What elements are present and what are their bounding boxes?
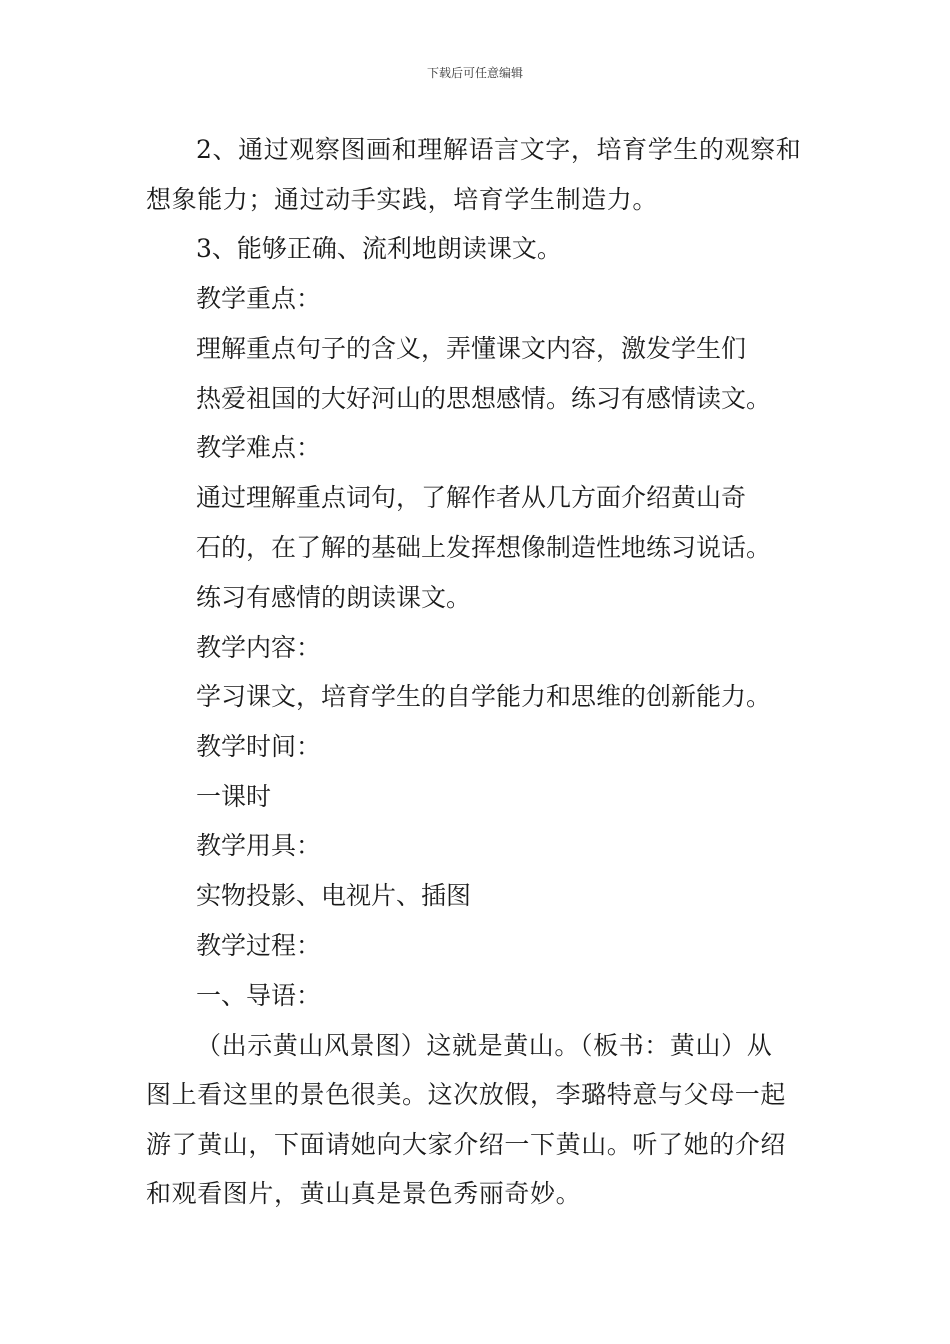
intro-paragraph-line-4: 和观看图片，黄山真是景色秀丽奇妙。 xyxy=(146,1179,582,1208)
page-header-note: 下载后可任意编辑 xyxy=(426,66,523,80)
key-points-line-2: 热爱祖国的大好河山的思想感情。练习有感情读文。 xyxy=(196,384,772,413)
section-heading-key-points: 教学重点： xyxy=(196,284,322,313)
tools-value: 实物投影、电视片、插图 xyxy=(196,881,472,910)
section-heading-tools: 教学用具： xyxy=(196,831,322,860)
section-heading-process: 教学过程： xyxy=(196,931,322,960)
key-points-line-1: 理解重点句子的含义，弄懂课文内容，激发学生们 xyxy=(196,334,747,363)
objective-2-line-1: 2、通过观察图画和理解语言文字，培育学生的观察和 xyxy=(196,135,802,164)
section-heading-time: 教学时间： xyxy=(196,732,322,761)
difficulties-line-2: 石的，在了解的基础上发挥想像制造性地练习说话。 xyxy=(196,533,772,562)
objective-2-line-2: 想象能力；通过动手实践，培育学生制造力。 xyxy=(146,185,659,214)
process-step-1-heading: 一、导语： xyxy=(196,981,322,1010)
section-heading-difficulties: 教学难点： xyxy=(196,433,322,462)
intro-paragraph-line-2: 图上看这里的景色很美。这次放假，李璐特意与父母一起 xyxy=(146,1080,787,1109)
intro-paragraph-line-1: （出示黄山风景图）这就是黄山。（板书：黄山）从 xyxy=(196,1031,773,1060)
difficulties-line-1: 通过理解重点词句，了解作者从几方面介绍黄山奇 xyxy=(196,483,747,512)
difficulties-line-3: 练习有感情的朗读课文。 xyxy=(196,583,472,612)
content-line-1: 学习课文，培育学生的自学能力和思维的创新能力。 xyxy=(196,682,772,711)
time-value: 一课时 xyxy=(196,782,272,811)
section-heading-content: 教学内容： xyxy=(196,633,322,662)
intro-paragraph-line-3: 游了黄山，下面请她向大家介绍一下黄山。听了她的介绍 xyxy=(146,1130,787,1159)
objective-3: 3、能够正确、流利地朗读课文。 xyxy=(196,234,562,263)
